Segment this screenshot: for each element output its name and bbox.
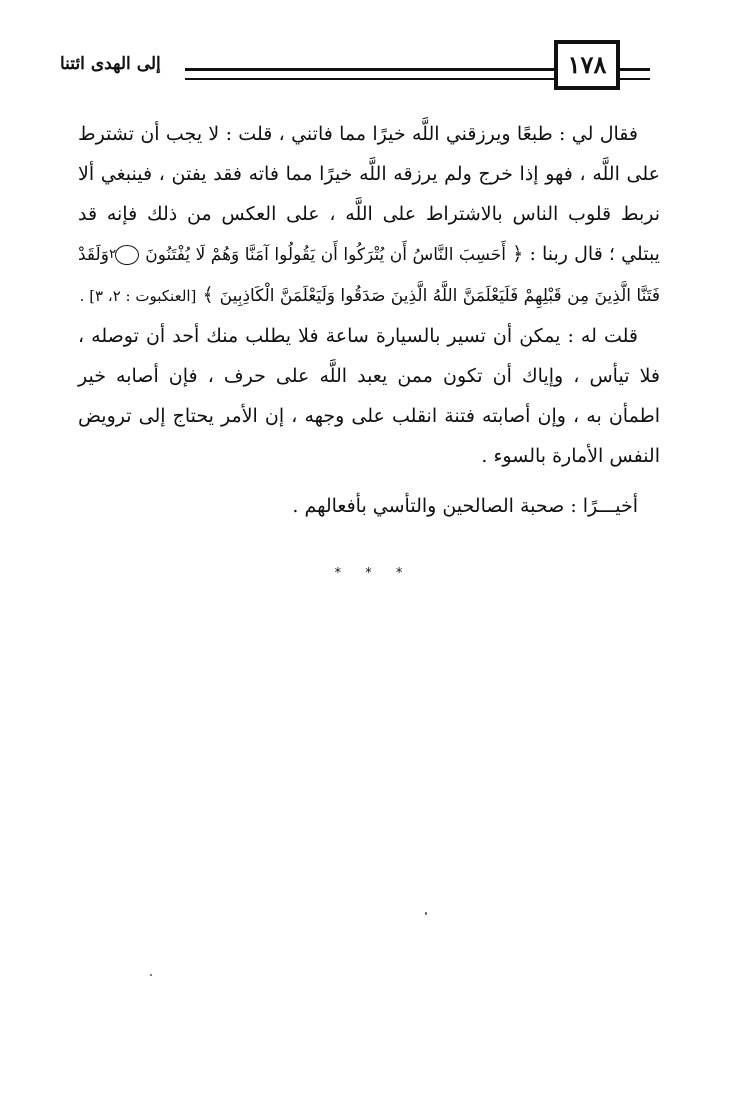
page-header <box>60 40 650 100</box>
paragraph-1 <box>78 114 660 316</box>
body-text <box>78 114 660 526</box>
paragraph-1-text: فقال لي : طبعًا ويرزقني اللَّه خيرًا مما فاتني ، قلت : لا يجب أن تشترط على اللَّه ، فهو إذا خرج ولم يرزقه اللَّه خيرًا مما فاته فقد يفتن ، فينبغي ألا نربط قلوب الناس بالاشتراط على اللَّه ، على العكس من ذلك فإنه قد يبتلي ؛ قال ربنا : <box>78 123 660 265</box>
ayah-open-bracket: ﴿ <box>512 243 524 265</box>
scan-speck <box>150 974 152 976</box>
running-title: إلى الهدى ائتنا <box>60 54 161 74</box>
quran-verse-1: أَحَسِبَ النَّاسُ أَن يُتْرَكُوا أَن يَقُولُوا آمَنَّا وَهُمْ لَا يُفْتَنُونَ <box>145 245 507 265</box>
header-rule-end <box>620 68 650 80</box>
page-number: ١٧٨ <box>554 40 620 90</box>
scan-speck <box>425 912 427 915</box>
section-divider-ornament: * * * <box>334 566 413 581</box>
verse-number-marker: ٢ <box>115 245 139 265</box>
ayah-close-bracket: ﴾ <box>202 284 214 306</box>
paragraph-3: أخيـــرًا : صحبة الصالحين والتأسي بأفعالهم . <box>292 495 638 517</box>
verse-citation: [العنكبوت : ٢، ٣] . <box>79 287 197 305</box>
header-rule <box>185 68 555 80</box>
paragraph-2: قلت له : يمكن أن تسير بالسيارة ساعة فلا يطلب منك أحد أن توصله ، فلا تيأس ، وإياك أن تكون ممن يعبد اللَّه على حرف ، فإن أصابه خير اطمأن به ، وإن أصابته فتنة انقلب على وجهه ، إن الأمر يحتاج إلى ترويض النفس الأمارة بالسوء . <box>78 325 660 467</box>
quran-verse-2: وَلَقَدْ فَتَنَّا الَّذِينَ مِن قَبْلِهِمْ فَلَيَعْلَمَنَّ اللَّهُ الَّذِينَ صَدَقُوا وَلَيَعْلَمَنَّ الْكَاذِبِينَ <box>78 245 660 306</box>
